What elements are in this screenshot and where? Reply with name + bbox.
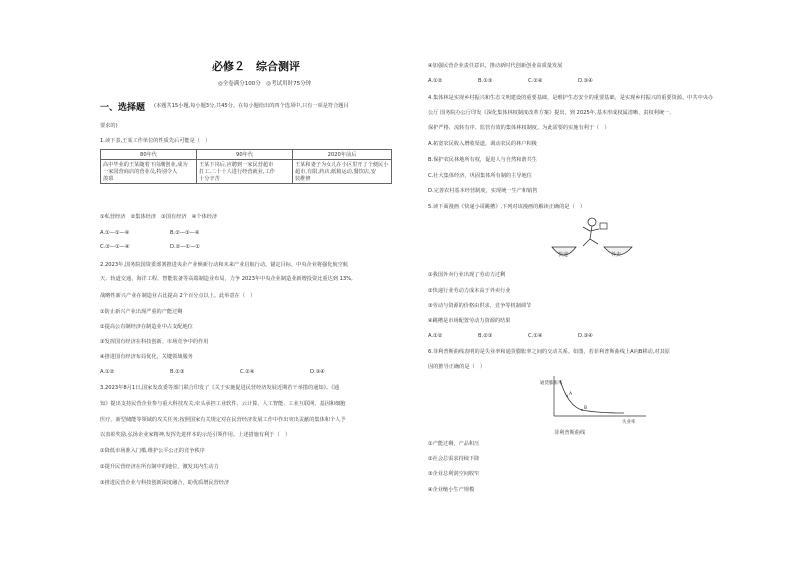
q3-line: 3.2023年8月1日,国家发改委等部门联合印发了《关于实施促进民营经济发展近期若干举措的通知》。《通 (100, 385, 340, 391)
q2-option-d[interactable]: D.③④ (310, 369, 325, 375)
q3-option-d[interactable]: D.③④ (578, 78, 593, 84)
q5-line: ④跳槽是市场配置劳动力资源的结果 (428, 318, 511, 324)
parcel-icon (600, 223, 607, 229)
q5-option-d[interactable]: D.③④ (578, 333, 593, 339)
table-cell (197, 160, 293, 184)
q2-line: ①防止新兴产业出现严重的产能过剩 (100, 309, 183, 315)
q3-line: ③推进民营企业与科技创新深度融合，助优质增民营经济 (100, 480, 230, 486)
x-axis-label: 失业率 (622, 420, 636, 425)
q4-option-a[interactable]: A.拓宽农民收入增收渠道，调动农民的林户积极 (428, 141, 537, 147)
q6-line: ③企业总利润空间收窄 (428, 471, 480, 477)
q4-line: 公厅 国务院办公厅印发《深化集体林权制度改革方案》提出，到 2025年,基本形成权属清晰、责权利统一、 (428, 110, 675, 116)
q6-line: 6.菲利普斯曲线表明的是失业率和通货膨胀率之间的交动关系。如图，若菲利普斯曲线上A向B移动,对其原 (428, 349, 670, 355)
page-title: 必修２ 综合测评 (212, 60, 300, 73)
exam-meta: ◎全卷满分100分 ◎考试用时75分钟 (218, 81, 312, 87)
q3-option-b[interactable]: B.①③ (478, 78, 493, 84)
table-header: 90年代 (197, 150, 293, 160)
q5-stem: 5.读下面漫画《快递小哥跳槽》,下列对该漫画的解读正确的是（ ） (428, 204, 586, 210)
q4-line: 4.集体林是实现乡村振兴和生态文明建设的重要基础，是维护生态安全的重要基础，是实现乡村振兴的重要资源。中共中央办 (428, 95, 714, 101)
point-b (581, 409, 583, 411)
q2-option-c[interactable]: C.②④ (240, 369, 255, 375)
table-cell (101, 160, 197, 184)
q3-option-a[interactable]: A.①② (428, 78, 443, 84)
q2-option-a[interactable]: A.①② (100, 369, 115, 375)
table-header-row (101, 150, 392, 160)
section-heading: 一、选择题 (100, 103, 146, 113)
q3-line: ②提升民营经济在所有制中的地位，激发其内生动力 (100, 464, 219, 470)
q5-line: ①我国外卖行业出现了劳动力过剩 (428, 272, 506, 278)
q2-option-b[interactable]: B.①③ (170, 369, 185, 375)
courier-body-icon (583, 226, 599, 246)
q1-stem: 1.读下表,王某工作单位的性质先后可能是（ ） (100, 138, 211, 144)
cell-line: 十分辛苦 (199, 176, 220, 182)
q1-option-c[interactable]: C.③—①—④ (100, 244, 130, 250)
q3-option-c[interactable]: C.②④ (528, 78, 543, 84)
q6-line: ④企业缩小生产规模 (428, 487, 475, 493)
point-b-label: B (584, 406, 588, 411)
q1-option-d[interactable]: D.②—①—① (170, 244, 200, 250)
cell-line: 高中毕业的王某随着下岗潮创业,成为 (103, 162, 188, 168)
q4-option-c[interactable]: C.壮大集体经济，巩固集体所有制的主导地位 (428, 173, 532, 179)
q2-line: ③发挥国有经济在科技创新、市场竞争中的作用 (100, 339, 209, 345)
y-axis-label: 通货膨胀率 (540, 381, 563, 386)
q3-line: 医疗、新型储能等领域的攻关任务;按照国家有关规定对在民营经济发展工作中作出突出贡献的集体和个人予 (100, 417, 346, 423)
q1-items: ①私营经济 ②集体经济 ③国有经济 ④个体经济 (100, 214, 218, 220)
q3-line: ④加强民营企业责任意识，推动新时代创新创业高质量发展 (428, 63, 563, 69)
q5-option-b[interactable]: B.②③ (478, 333, 493, 339)
cell-line: 一家国营商店的营业员,特别令人 (103, 169, 178, 175)
table-row (101, 160, 392, 184)
q4-line: 保护严格、流转有序、监管有效的集体林权制度。为此需要的实施有利于（ ） (428, 125, 610, 131)
table-cell (293, 160, 392, 184)
table-header: 2020年前后 (293, 150, 392, 160)
cell-line: 打工,二十十人进行经营就业,工作 (199, 169, 275, 175)
q4-option-b[interactable]: B.保护农民林地所有权，促进人与自然和谐共生 (428, 157, 537, 163)
phillips-curve-chart (538, 372, 648, 428)
q3-line: 以表彰奖励,弘扬企业家精神,发挥先进样本的示范引领作用。上述措施有利于（ ） (100, 432, 291, 438)
q1-table (100, 149, 392, 184)
section-intro: (本题共15小题,每小题3分,共45分。在每小题给出的四个选项中,只有一项是符合题目 (154, 103, 349, 109)
q2-line: 战略性新兴产业在制造业占比提高 2个百分点以上。此举意在（ ） (100, 293, 256, 299)
cell-line: 王某下岗后,应聘到一家民营超市 (199, 162, 274, 168)
q3-line: ①降低市场准入门槛,维护公平公正的竞争秩序 (100, 448, 205, 454)
q6-line: ①产能过剩，产品积压 (428, 441, 480, 447)
cell-line: 装维修 (295, 176, 311, 182)
q6-line: 因的推导正确的是（ ） (428, 364, 486, 370)
q5-option-a[interactable]: A.①② (428, 333, 443, 339)
cell-line: 羡慕 (103, 176, 114, 182)
point-a-label: A (569, 392, 573, 397)
cell-line: 超市,有限,药店,纸箱运动,餐饮店,安 (295, 169, 376, 175)
courier-head-icon (588, 218, 596, 226)
q2-line: ④推进国有经济布局优化，关键领域服务 (100, 354, 193, 360)
cell-line: 王某和妻子为女儿在小区里开了个便民小 (295, 162, 389, 168)
chart-caption: 菲利普斯曲线 (554, 430, 586, 436)
q2-line: 2.2023年,国务院国资委部署推进央企产业焕新行动和未来产业启航行动。锚定目标，中央企业将强化航空航 (100, 262, 349, 268)
courier-cartoon (546, 215, 638, 269)
q3-line: 知》提出支持民营企业参与重大科技攻关,牵头承担工业软件、云计算、人工智能、工业互联网、基因和细胞 (100, 401, 346, 407)
right-bowl-label: 外卖 (611, 252, 622, 258)
q5-line: ②快递行业劳动力成本高于外卖行业 (428, 288, 511, 294)
q6-line: ②社会总需求持续下降 (428, 456, 480, 462)
section-intro-cont: 要求的) (100, 123, 118, 129)
q5-option-c[interactable]: C.①④ (528, 333, 543, 339)
q2-line: ②提高公有制经济在制造业中占支配地位 (100, 324, 193, 330)
left-bowl-label: 快递 (558, 252, 569, 258)
q4-option-d[interactable]: D.完善农村基本经营制度，实现统一生产和销售 (428, 188, 538, 194)
q1-option-b[interactable]: B.②—③—④ (170, 230, 200, 236)
point-a (566, 395, 568, 397)
table-header: 80年代 (101, 150, 197, 160)
q5-line: ③劳动与资源的价格由供求，竞争等机制调节 (428, 303, 532, 309)
q2-line: 天、轨道交通、海洋工程、智能装备等高端制造业布局，力争 2023年中央企业制造业新增投资比重达到 13%, (100, 276, 353, 282)
q1-option-a[interactable]: A.①—①—④ (100, 230, 130, 236)
